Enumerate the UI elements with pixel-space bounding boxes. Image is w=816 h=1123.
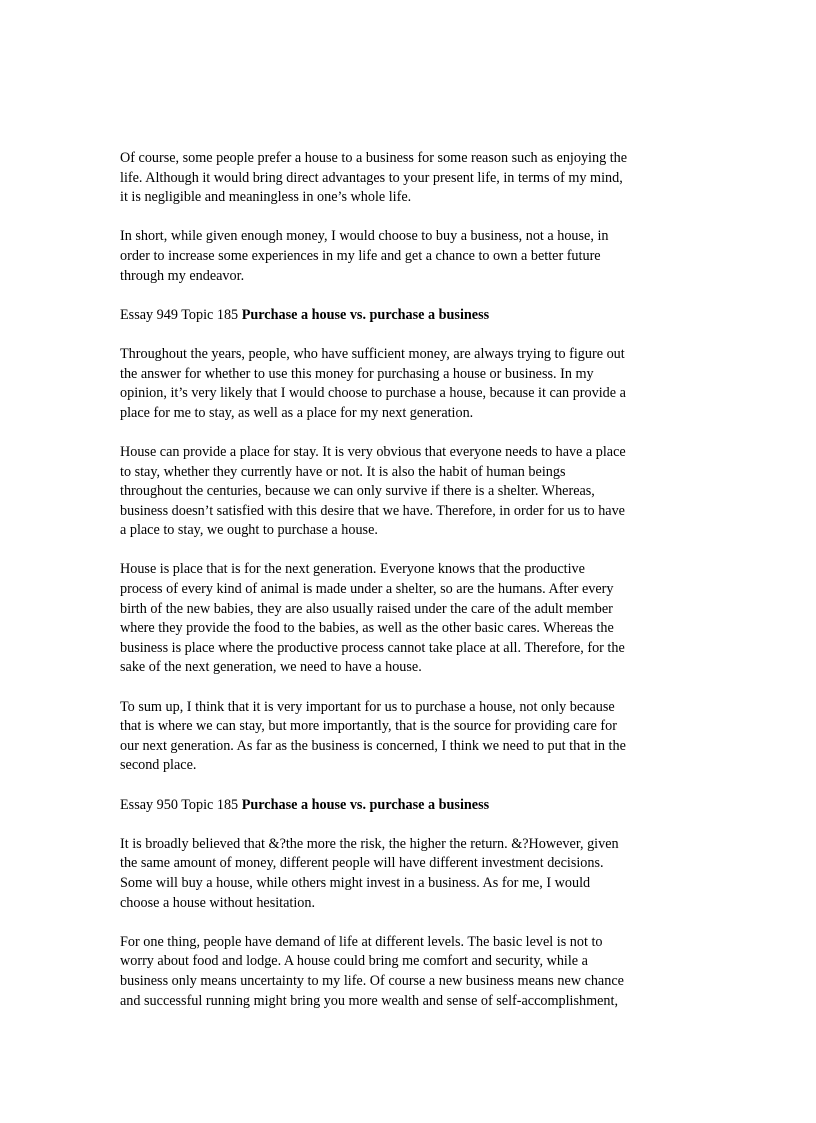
text-line: birth of the new babies, they are also usually raised under the care of the adult member [120,600,613,617]
text-line: business only means uncertainty to my life. Of course a new business means new chance [120,972,624,989]
text-line: place for me to stay, as well as a place for my next generation. [120,404,474,421]
document-page [120,149,692,1031]
text-line: where they provide the food to the babies, as well as the other basic cares. Whereas the [120,620,614,637]
text-line: business doesn’t satisfied with this desire that we have. Therefore, in order for us to have [120,502,625,519]
text-line: It is broadly believed that &?the more the risk, the higher the return. &?However, given [120,835,619,852]
text-line: it is negligible and meaningless in one’s whole life. [120,189,412,206]
text-line: to stay, whether they currently have or not. It is also the habit of human beings [120,463,566,480]
text-line: the answer for whether to use this money for purchasing a house or business. In my [120,365,594,382]
text-line: second place. [120,757,197,774]
text-line: worry about food and lodge. A house could bring me comfort and security, while a [120,953,588,970]
body-paragraph [120,443,692,541]
text-line: life. Although it would bring direct advantages to your present life, in terms of my mind, [120,169,623,186]
text-line: sake of the next generation, we need to have a house. [120,659,422,676]
text-line: In short, while given enough money, I would choose to buy a business, not a house, in [120,228,609,245]
body-paragraph [120,933,692,1011]
text-line: order to increase some experiences in my life and get a chance to own a better future [120,247,601,264]
text-line: Of course, some people prefer a house to a business for some reason such as enjoying the [120,150,628,166]
essay-number: Essay 949 Topic 185 [120,306,242,323]
essay-title: Purchase a house vs. purchase a business [241,306,490,323]
heading-line [120,306,692,326]
body-paragraph [120,698,692,776]
body-paragraph [120,835,692,913]
body-paragraph [120,560,692,678]
text-line: and successful running might bring you more wealth and sense of self-accomplishment, [120,992,619,1009]
text-line: that is where we can stay, but more importantly, that is the source for providing care for [120,718,617,735]
text-line: the same amount of money, different people will have different investment decisions. [120,855,604,872]
body-paragraph [120,227,692,286]
text-line: Throughout the years, people, who have sufficient money, are always trying to figure out [120,345,625,362]
text-line: To sum up, I think that it is very important for us to purchase a house, not only because [120,698,615,715]
essay-title: Purchase a house vs. purchase a business [241,796,490,813]
text-line: House can provide a place for stay. It is very obvious that everyone needs to have a place [120,443,626,460]
text-line: For one thing, people have demand of life at different levels. The basic level is not to [120,933,603,950]
text-line: through my endeavor. [120,267,245,284]
text-line: choose a house without hesitation. [120,894,316,911]
text-line: business is place where the productive process cannot take place at all. Therefore, for the [120,639,625,656]
body-paragraph [120,345,692,423]
essay-number: Essay 950 Topic 185 [120,796,242,813]
essay-heading [120,796,692,816]
text-line: throughout the centuries, because we can only survive if there is a shelter. Whereas, [120,483,595,500]
text-line: House is place that is for the next generation. Everyone knows that the productive [120,561,585,578]
text-line: Some will buy a house, while others might invest in a business. As for me, I would [120,874,591,891]
heading-line [120,796,692,816]
text-line: process of every kind of animal is made under a shelter, so are the humans. After every [120,581,614,598]
body-paragraph [120,149,692,208]
text-line: opinion, it’s very likely that I would choose to purchase a house, because it can provide a [120,385,626,402]
essay-heading [120,306,692,326]
text-line: a place to stay, we ought to purchase a house. [120,522,378,539]
text-line: our next generation. As far as the business is concerned, I think we need to put that in the [120,737,626,754]
